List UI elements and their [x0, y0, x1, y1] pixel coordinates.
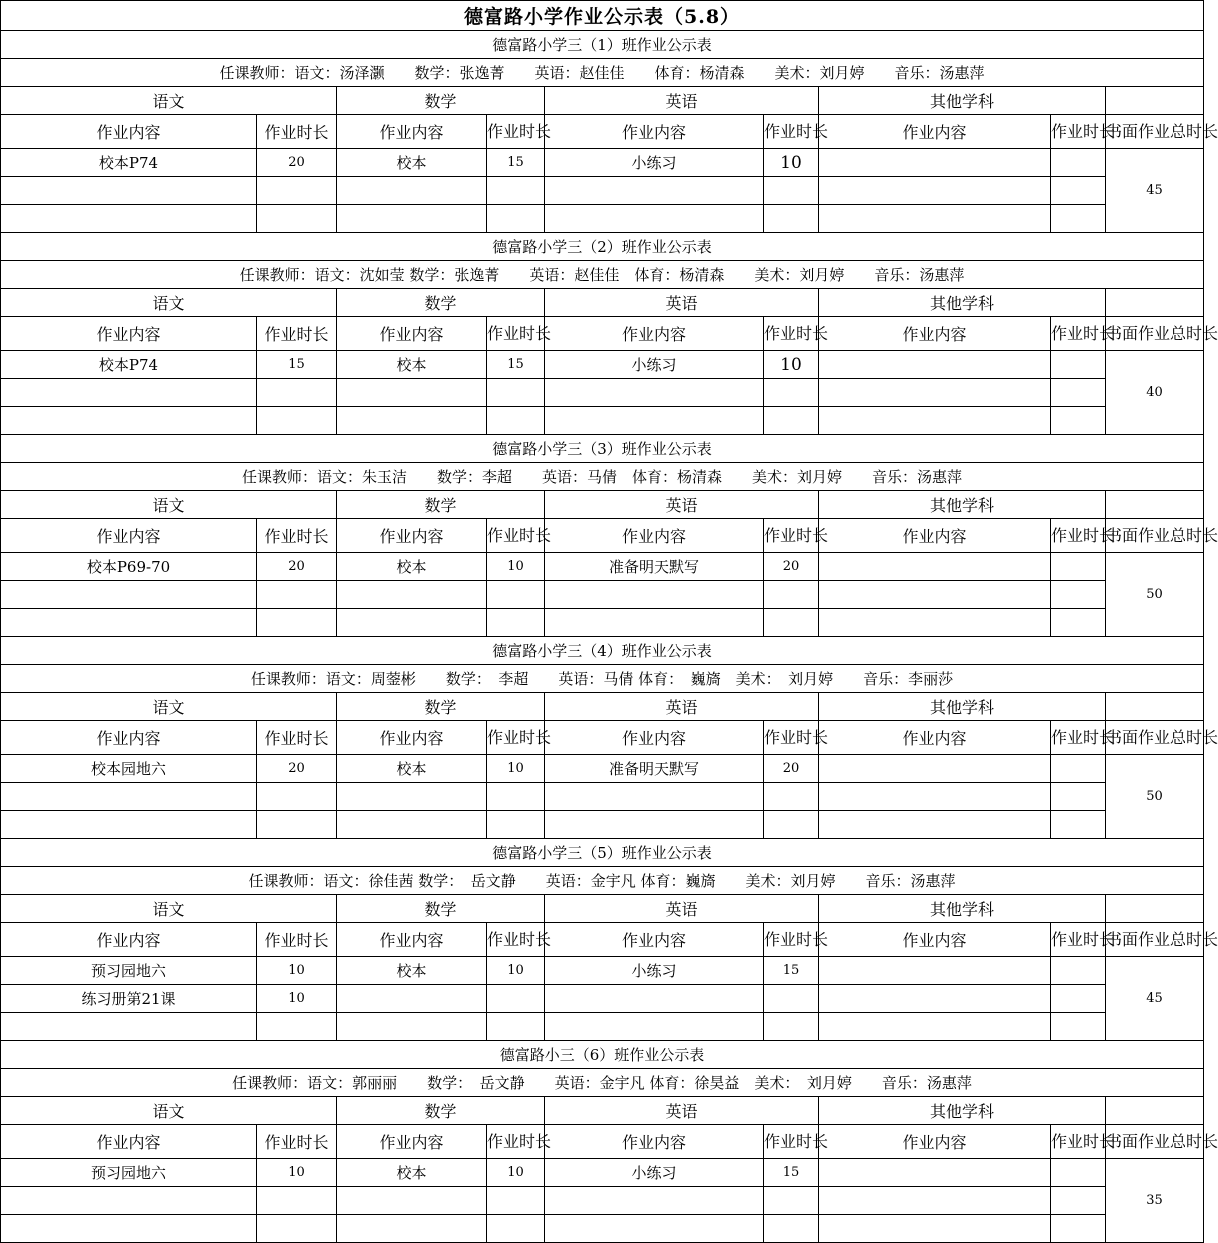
english-content-cell [545, 1013, 764, 1041]
table-row [1, 407, 1204, 435]
chinese-duration-cell: 10 [257, 957, 337, 985]
class-title: 德富路小学三（3）班作业公示表 [1, 435, 1204, 463]
english-content-cell [545, 407, 764, 435]
duration-header: 作业时长 [764, 317, 819, 351]
other-content-cell [819, 553, 1051, 581]
content-header: 作业内容 [1, 721, 257, 755]
math-duration-cell: 15 [487, 149, 545, 177]
content-header: 作业内容 [819, 721, 1051, 755]
math-duration-cell [487, 783, 545, 811]
duration-header: 作业时长 [764, 923, 819, 957]
content-header: 作业内容 [1, 519, 257, 553]
content-header: 作业内容 [819, 519, 1051, 553]
class-title: 德富路小学三（2）班作业公示表 [1, 233, 1204, 261]
chinese-duration-cell [257, 581, 337, 609]
math-duration-cell [487, 985, 545, 1013]
table-row [1, 985, 1204, 1013]
total-duration-cell: 50 [1106, 553, 1204, 637]
content-header: 作业内容 [1, 317, 257, 351]
english-content-cell: 小练习 [545, 1159, 764, 1187]
subject-header-english: 英语 [545, 289, 819, 317]
chinese-duration-cell [257, 609, 337, 637]
other-content-cell [819, 407, 1051, 435]
chinese-content-cell: 校本P74 [1, 149, 257, 177]
english-duration-cell [764, 985, 819, 1013]
subject-header-chinese: 语文 [1, 289, 337, 317]
duration-header: 作业时长 [1051, 923, 1106, 957]
subject-header-other: 其他学科 [819, 1097, 1106, 1125]
math-content-cell: 校本 [337, 957, 487, 985]
english-content-cell [545, 581, 764, 609]
english-duration-cell [764, 205, 819, 233]
english-duration-cell: 10 [764, 149, 819, 177]
chinese-content-cell: 预习园地六 [1, 1159, 257, 1187]
subject-header-english: 英语 [545, 87, 819, 115]
math-content-cell [337, 379, 487, 407]
subject-header-other: 其他学科 [819, 693, 1106, 721]
subject-header-other: 其他学科 [819, 87, 1106, 115]
teacher-list: 任课教师：语文：徐佳茜 数学： 岳文静 英语：金宇凡 体育：巍旖 美术：刘月婷 音乐：汤惠萍 [1, 867, 1204, 895]
table-row [1, 755, 1204, 783]
math-content-cell: 校本 [337, 1159, 487, 1187]
table-row [1, 177, 1204, 205]
english-content-cell: 小练习 [545, 957, 764, 985]
math-content-cell [337, 1013, 487, 1041]
math-content-cell [337, 205, 487, 233]
math-duration-cell [487, 1215, 545, 1243]
duration-header: 作业时长 [1051, 721, 1106, 755]
duration-header: 作业时长 [257, 1125, 337, 1159]
other-content-cell [819, 379, 1051, 407]
chinese-duration-cell [257, 1013, 337, 1041]
duration-header: 作业时长 [487, 519, 545, 553]
other-duration-cell [1051, 609, 1106, 637]
english-content-cell: 准备明天默写 [545, 755, 764, 783]
chinese-content-cell [1, 581, 257, 609]
english-content-cell [545, 205, 764, 233]
teacher-list: 任课教师：语文：汤泽灏 数学：张逸菁 英语：赵佳佳 体育：杨清森 美术：刘月婷 音乐：汤惠萍 [1, 59, 1204, 87]
duration-header: 作业时长 [1051, 519, 1106, 553]
other-duration-cell [1051, 783, 1106, 811]
other-content-cell [819, 1215, 1051, 1243]
duration-header: 作业时长 [764, 721, 819, 755]
math-duration-cell [487, 407, 545, 435]
duration-header: 作业时长 [257, 317, 337, 351]
other-duration-cell [1051, 1187, 1106, 1215]
table-row [1, 379, 1204, 407]
total-duration-cell: 35 [1106, 1159, 1204, 1243]
chinese-duration-cell: 20 [257, 553, 337, 581]
math-content-cell [337, 177, 487, 205]
chinese-duration-cell: 10 [257, 985, 337, 1013]
content-header: 作业内容 [545, 721, 764, 755]
other-duration-cell [1051, 581, 1106, 609]
other-content-cell [819, 1013, 1051, 1041]
total-duration-cell: 40 [1106, 351, 1204, 435]
other-content-cell [819, 351, 1051, 379]
subject-header-math: 数学 [337, 289, 545, 317]
chinese-content-cell: 预习园地六 [1, 957, 257, 985]
content-header: 作业内容 [1, 115, 257, 149]
chinese-duration-cell [257, 811, 337, 839]
page-title: 德富路小学作业公示表（5.8） [1, 1, 1204, 31]
subject-header-math: 数学 [337, 1097, 545, 1125]
content-header: 作业内容 [545, 317, 764, 351]
subject-header-english: 英语 [545, 1097, 819, 1125]
teacher-list: 任课教师：语文：郭丽丽 数学： 岳文静 英语：金宇凡 体育：徐昊益 美术： 刘月婷 音乐：汤惠萍 [1, 1069, 1204, 1097]
other-duration-cell [1051, 985, 1106, 1013]
english-duration-cell [764, 1215, 819, 1243]
math-duration-cell [487, 205, 545, 233]
chinese-content-cell [1, 609, 257, 637]
subject-header-math: 数学 [337, 693, 545, 721]
chinese-content-cell [1, 205, 257, 233]
content-header: 作业内容 [545, 115, 764, 149]
english-duration-cell [764, 1187, 819, 1215]
header-blank [1106, 693, 1204, 721]
other-content-cell [819, 755, 1051, 783]
header-blank [1106, 1097, 1204, 1125]
other-content-cell [819, 149, 1051, 177]
duration-header: 作业时长 [487, 923, 545, 957]
other-duration-cell [1051, 957, 1106, 985]
class-title: 德富路小学三（4）班作业公示表 [1, 637, 1204, 665]
math-content-cell: 校本 [337, 755, 487, 783]
chinese-duration-cell [257, 379, 337, 407]
math-content-cell [337, 407, 487, 435]
content-header: 作业内容 [819, 1125, 1051, 1159]
math-duration-cell: 10 [487, 755, 545, 783]
table-row [1, 1013, 1204, 1041]
english-content-cell: 小练习 [545, 149, 764, 177]
chinese-duration-cell: 10 [257, 1159, 337, 1187]
total-duration-cell: 45 [1106, 149, 1204, 233]
subject-header-other: 其他学科 [819, 289, 1106, 317]
content-header: 作业内容 [819, 115, 1051, 149]
english-content-cell: 小练习 [545, 351, 764, 379]
duration-header: 作业时长 [487, 1125, 545, 1159]
other-duration-cell [1051, 379, 1106, 407]
subject-header-english: 英语 [545, 491, 819, 519]
chinese-content-cell [1, 379, 257, 407]
duration-header: 作业时长 [257, 923, 337, 957]
duration-header: 作业时长 [1051, 1125, 1106, 1159]
other-content-cell [819, 783, 1051, 811]
table-row [1, 205, 1204, 233]
math-duration-cell [487, 581, 545, 609]
chinese-content-cell [1, 1187, 257, 1215]
math-duration-cell [487, 1013, 545, 1041]
other-duration-cell [1051, 553, 1106, 581]
subject-header-chinese: 语文 [1, 1097, 337, 1125]
class-title: 德富路小学三（1）班作业公示表 [1, 31, 1204, 59]
math-content-cell [337, 985, 487, 1013]
english-content-cell [545, 1215, 764, 1243]
total-duration-header: 书面作业总时长 [1106, 115, 1204, 149]
table-row [1, 351, 1204, 379]
english-duration-cell: 20 [764, 553, 819, 581]
content-header: 作业内容 [337, 519, 487, 553]
chinese-duration-cell [257, 1187, 337, 1215]
duration-header: 作业时长 [1051, 317, 1106, 351]
math-duration-cell: 10 [487, 1159, 545, 1187]
other-duration-cell [1051, 1215, 1106, 1243]
english-content-cell [545, 379, 764, 407]
chinese-content-cell: 校本园地六 [1, 755, 257, 783]
table-row [1, 609, 1204, 637]
chinese-content-cell [1, 1013, 257, 1041]
math-content-cell: 校本 [337, 351, 487, 379]
content-header: 作业内容 [1, 1125, 257, 1159]
total-duration-header: 书面作业总时长 [1106, 519, 1204, 553]
english-duration-cell [764, 783, 819, 811]
total-duration-header: 书面作业总时长 [1106, 923, 1204, 957]
math-duration-cell: 15 [487, 351, 545, 379]
subject-header-math: 数学 [337, 895, 545, 923]
chinese-duration-cell: 20 [257, 755, 337, 783]
other-content-cell [819, 1159, 1051, 1187]
chinese-content-cell [1, 407, 257, 435]
english-content-cell: 准备明天默写 [545, 553, 764, 581]
other-duration-cell [1051, 177, 1106, 205]
chinese-duration-cell [257, 1215, 337, 1243]
table-row [1, 1159, 1204, 1187]
table-row [1, 783, 1204, 811]
chinese-content-cell [1, 783, 257, 811]
total-duration-cell: 50 [1106, 755, 1204, 839]
other-content-cell [819, 1187, 1051, 1215]
chinese-content-cell [1, 1215, 257, 1243]
english-content-cell [545, 1187, 764, 1215]
table-row [1, 553, 1204, 581]
subject-header-math: 数学 [337, 491, 545, 519]
math-content-cell [337, 609, 487, 637]
other-duration-cell [1051, 407, 1106, 435]
duration-header: 作业时长 [487, 317, 545, 351]
subject-header-chinese: 语文 [1, 87, 337, 115]
content-header: 作业内容 [337, 923, 487, 957]
subject-header-chinese: 语文 [1, 693, 337, 721]
content-header: 作业内容 [545, 923, 764, 957]
duration-header: 作业时长 [1051, 115, 1106, 149]
english-duration-cell: 15 [764, 1159, 819, 1187]
other-content-cell [819, 177, 1051, 205]
subject-header-other: 其他学科 [819, 491, 1106, 519]
math-duration-cell [487, 1187, 545, 1215]
total-duration-cell: 45 [1106, 957, 1204, 1041]
header-blank [1106, 491, 1204, 519]
content-header: 作业内容 [545, 519, 764, 553]
total-duration-header: 书面作业总时长 [1106, 317, 1204, 351]
other-duration-cell [1051, 205, 1106, 233]
math-content-cell [337, 1215, 487, 1243]
duration-header: 作业时长 [257, 519, 337, 553]
other-content-cell [819, 957, 1051, 985]
english-duration-cell: 15 [764, 957, 819, 985]
other-content-cell [819, 811, 1051, 839]
duration-header: 作业时长 [487, 115, 545, 149]
english-content-cell [545, 783, 764, 811]
content-header: 作业内容 [337, 721, 487, 755]
other-duration-cell [1051, 755, 1106, 783]
subject-header-english: 英语 [545, 895, 819, 923]
math-duration-cell: 10 [487, 957, 545, 985]
chinese-duration-cell [257, 205, 337, 233]
other-duration-cell [1051, 811, 1106, 839]
chinese-duration-cell: 20 [257, 149, 337, 177]
table-row [1, 1187, 1204, 1215]
english-duration-cell: 10 [764, 351, 819, 379]
english-duration-cell [764, 379, 819, 407]
chinese-content-cell: 校本P69-70 [1, 553, 257, 581]
english-duration-cell [764, 581, 819, 609]
math-content-cell [337, 581, 487, 609]
subject-header-other: 其他学科 [819, 895, 1106, 923]
english-content-cell [545, 811, 764, 839]
content-header: 作业内容 [819, 923, 1051, 957]
other-content-cell [819, 985, 1051, 1013]
subject-header-chinese: 语文 [1, 491, 337, 519]
math-content-cell: 校本 [337, 553, 487, 581]
class-title: 德富路小三（6）班作业公示表 [1, 1041, 1204, 1069]
chinese-duration-cell [257, 177, 337, 205]
content-header: 作业内容 [1, 923, 257, 957]
header-blank [1106, 87, 1204, 115]
english-content-cell [545, 177, 764, 205]
duration-header: 作业时长 [764, 519, 819, 553]
subject-header-chinese: 语文 [1, 895, 337, 923]
other-content-cell [819, 609, 1051, 637]
subject-header-english: 英语 [545, 693, 819, 721]
duration-header: 作业时长 [257, 115, 337, 149]
math-content-cell: 校本 [337, 149, 487, 177]
english-content-cell [545, 985, 764, 1013]
english-duration-cell [764, 1013, 819, 1041]
math-duration-cell: 10 [487, 553, 545, 581]
teacher-list: 任课教师：语文：朱玉洁 数学：李超 英语：马倩 体育：杨清森 美术：刘月婷 音乐：汤惠萍 [1, 463, 1204, 491]
english-duration-cell [764, 407, 819, 435]
english-duration-cell [764, 811, 819, 839]
other-duration-cell [1051, 1013, 1106, 1041]
other-content-cell [819, 581, 1051, 609]
content-header: 作业内容 [545, 1125, 764, 1159]
content-header: 作业内容 [337, 317, 487, 351]
table-row [1, 811, 1204, 839]
other-content-cell [819, 205, 1051, 233]
other-duration-cell [1051, 351, 1106, 379]
math-content-cell [337, 811, 487, 839]
total-duration-header: 书面作业总时长 [1106, 721, 1204, 755]
other-duration-cell [1051, 1159, 1106, 1187]
math-duration-cell [487, 177, 545, 205]
table-row [1, 957, 1204, 985]
duration-header: 作业时长 [487, 721, 545, 755]
content-header: 作业内容 [337, 1125, 487, 1159]
table-row [1, 1215, 1204, 1243]
teacher-list: 任课教师：语文：周蓥彬 数学： 李超 英语：马倩 体育： 巍旖 美术： 刘月婷 音乐：李丽莎 [1, 665, 1204, 693]
other-duration-cell [1051, 149, 1106, 177]
chinese-content-cell: 校本P74 [1, 351, 257, 379]
chinese-duration-cell: 15 [257, 351, 337, 379]
header-blank [1106, 895, 1204, 923]
chinese-duration-cell [257, 407, 337, 435]
chinese-content-cell [1, 811, 257, 839]
content-header: 作业内容 [819, 317, 1051, 351]
chinese-duration-cell [257, 783, 337, 811]
english-duration-cell [764, 177, 819, 205]
math-duration-cell [487, 811, 545, 839]
content-header: 作业内容 [337, 115, 487, 149]
math-duration-cell [487, 609, 545, 637]
chinese-content-cell [1, 177, 257, 205]
math-duration-cell [487, 379, 545, 407]
english-duration-cell: 20 [764, 755, 819, 783]
subject-header-math: 数学 [337, 87, 545, 115]
duration-header: 作业时长 [257, 721, 337, 755]
table-row [1, 581, 1204, 609]
table-row [1, 149, 1204, 177]
chinese-content-cell: 练习册第21课 [1, 985, 257, 1013]
english-content-cell [545, 609, 764, 637]
math-content-cell [337, 1187, 487, 1215]
duration-header: 作业时长 [764, 115, 819, 149]
english-duration-cell [764, 609, 819, 637]
math-content-cell [337, 783, 487, 811]
teacher-list: 任课教师：语文：沈如莹 数学：张逸菁 英语：赵佳佳 体育：杨清森 美术：刘月婷 音乐：汤惠萍 [1, 261, 1204, 289]
total-duration-header: 书面作业总时长 [1106, 1125, 1204, 1159]
class-title: 德富路小学三（5）班作业公示表 [1, 839, 1204, 867]
header-blank [1106, 289, 1204, 317]
duration-header: 作业时长 [764, 1125, 819, 1159]
